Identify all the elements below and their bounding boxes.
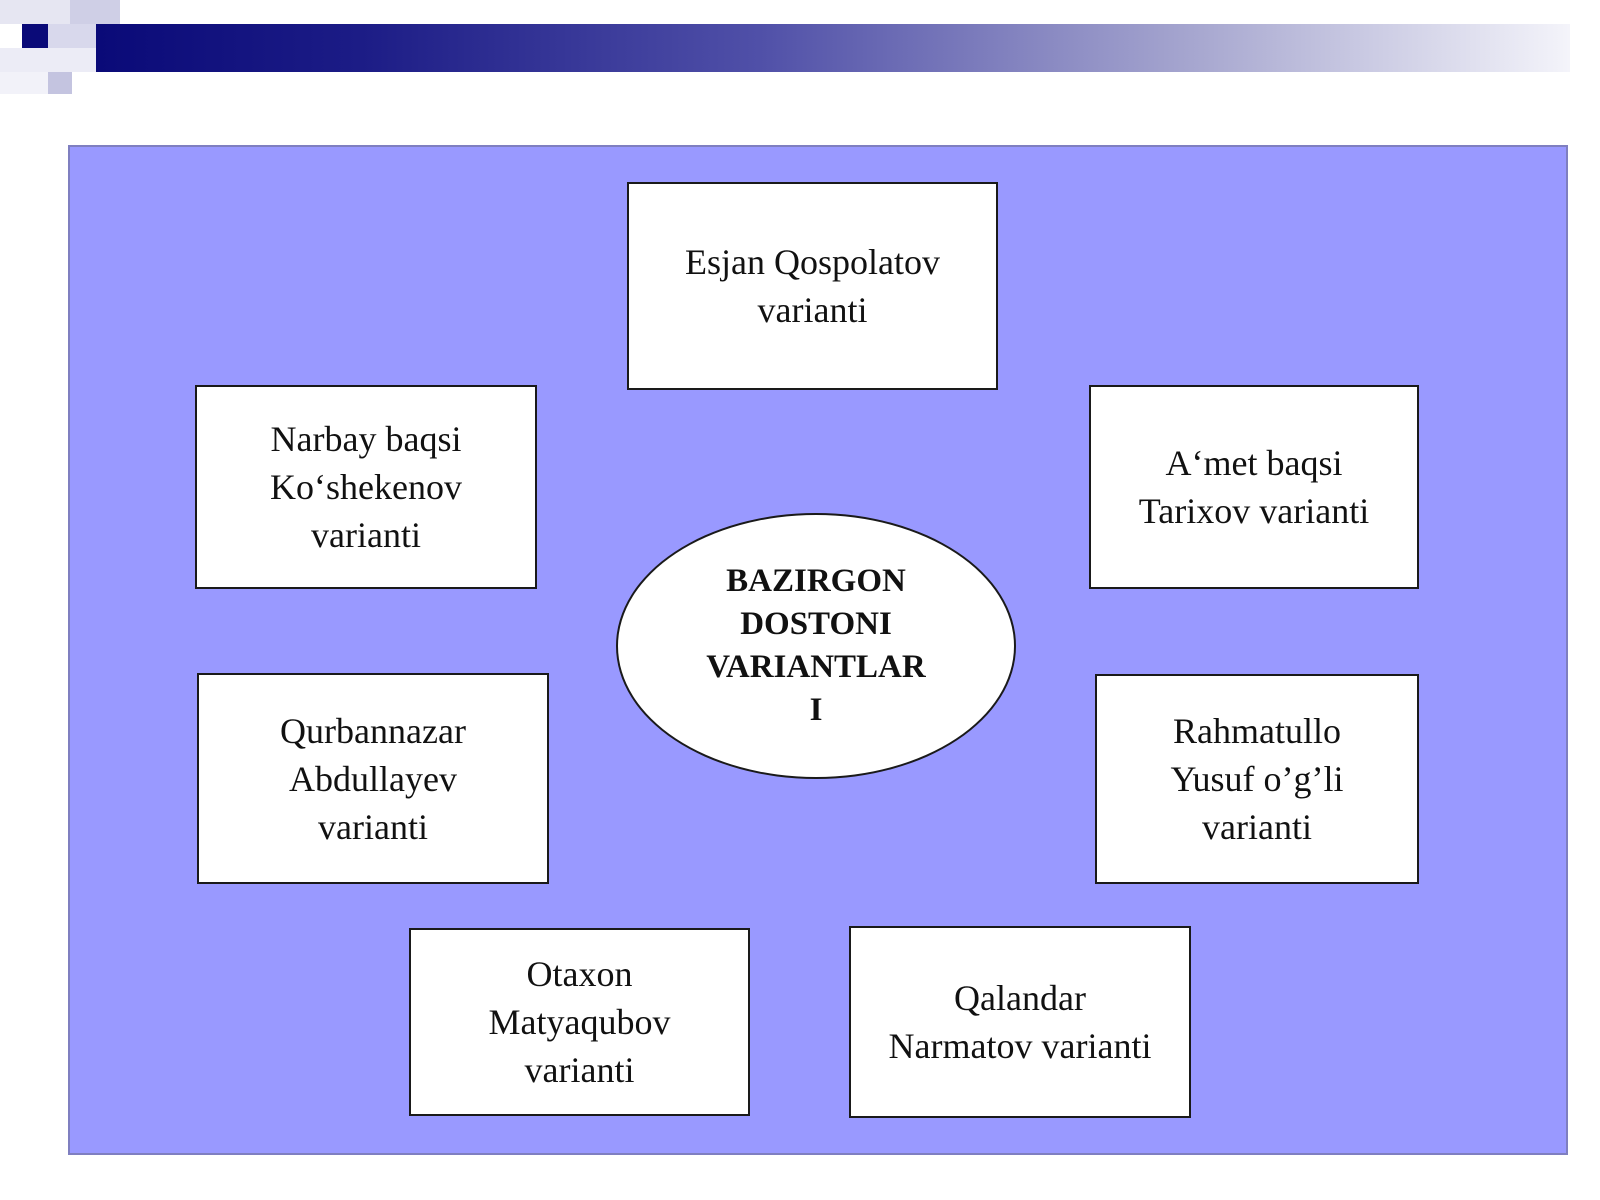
- header-gradient-band: [96, 24, 1570, 72]
- header-decoration-square: [0, 48, 96, 72]
- center-ellipse-bazirgon-dostoni: BAZIRGON DOSTONI VARIANTLAR I: [616, 513, 1016, 779]
- variant-box-amet-baqsi: A‘met baqsi Tarixov varianti: [1089, 385, 1419, 589]
- variant-box-otaxon-matyaqubov: Otaxon Matyaqubov varianti: [409, 928, 750, 1116]
- variant-box-qalandar-narmatov: Qalandar Narmatov varianti: [849, 926, 1191, 1118]
- variant-box-esjan-qospolatov: Esjan Qospolatov varianti: [627, 182, 998, 390]
- header-decoration-square: [48, 24, 96, 48]
- header-decoration-square: [0, 0, 70, 24]
- header-decoration-square: [0, 72, 48, 94]
- header-decoration-square-dark: [22, 24, 48, 48]
- variant-box-rahmatullo-yusuf: Rahmatullo Yusuf o’g’li varianti: [1095, 674, 1419, 884]
- variant-box-qurbannazar-abdullayev: Qurbannazar Abdullayev varianti: [197, 673, 549, 884]
- variant-box-narbay-baqsi: Narbay baqsi Ko‘shekenov varianti: [195, 385, 537, 589]
- header-decoration-square: [48, 72, 72, 94]
